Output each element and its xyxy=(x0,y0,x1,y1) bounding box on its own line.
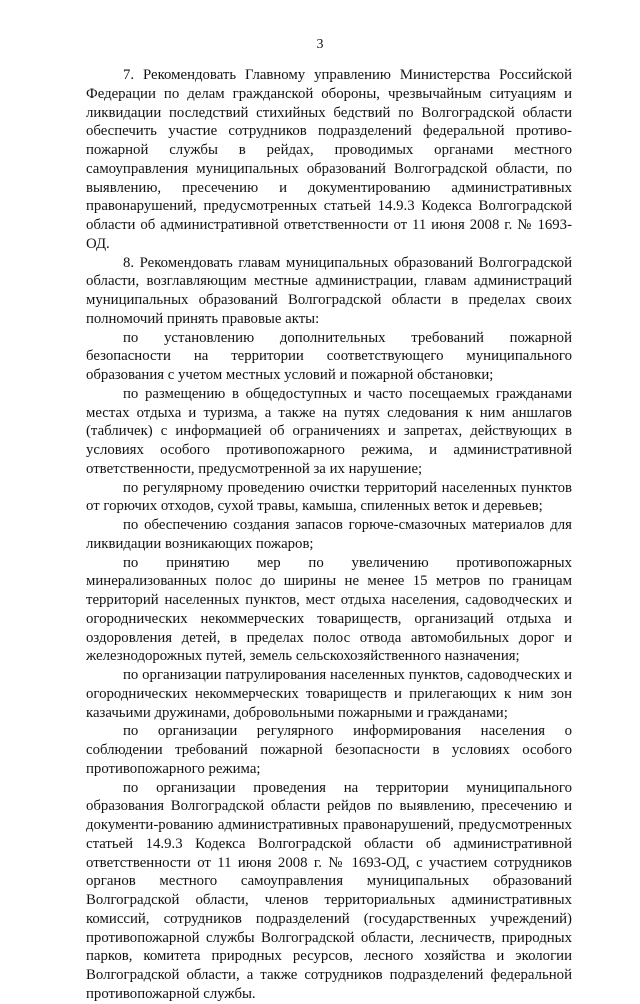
paragraph: 7. Рекомендовать Главному управлению Министерства Российской Федерации по делам гражданской обороны, чрезвычайным ситуациям и ликвидации последствий стихийных бедствий по Волгоградской области обеспечить участие сотрудников подразделений федеральной противо-пожарной службы в рейдах, проводимых органами местного самоуправления муниципальных образований Волгоградской области, по выявлению, пресечению и документированию административных правонарушений, предусмотренных статьей 14.9.3 Кодекса Волгоградской области об административной ответственности от 11 июня 2008 г. № 1693-ОД. xyxy=(86,67,572,252)
paragraph: по обеспечению создания запасов горюче-смазочных материалов для ликвидации возникающих пожаров; xyxy=(86,517,572,552)
paragraph: по организации регулярного информирования населения о соблюдении требований пожарной безопасности в условиях особого противопожарного режима; xyxy=(86,723,572,777)
paragraph: по регулярному проведению очистки территорий населенных пунктов от горючих отходов, сухой травы, камыша, спиленных веток и деревьев; xyxy=(86,479,572,515)
paragraph: по организации проведения на территории муниципального образования Волгоградской области рейдов по выявлению, пресечению и документи-рованию административных правонарушений, предусмотренных статьей 14.9.3 Кодекса Волгоградской области об административной ответственности от 11 июня 2008 г. № 1693-ОД, с участием сотрудников органов местного самоуправления муниципальных образований Волгоградской области, членов территориальных административных комиссий, сотрудников подразделений (государственных учреждений) противопожарной службы Волгоградской области, лесничеств, природных парков, комитета природных ресурсов, лесного хозяйства и экологии Волгоградской области, а также сотрудников подразделений федеральной противопожарной службы. xyxy=(86,779,572,1002)
document-body xyxy=(86,66,572,1004)
paragraph: по принятию мер по увеличению противопожарных минерализованных полос до ширины не менее 15 метров по границам территорий населенных пунктов, мест отдыха населения, садоводческих и огороднических некоммерческих товариществ, организаций отдыха и оздоровления детей, в пределах полос отвода автомобильных дорог и железнодорожных путей, земель сельскохозяйственного назначения; xyxy=(86,554,572,665)
paragraph: по организации патрулирования населенных пунктов, садоводческих и огороднических некоммерческих товариществ и прилегающих к ним зон казачьими дружинами, добровольными пожарными и гражданами; xyxy=(86,667,572,721)
page-number: 3 xyxy=(316,37,324,52)
paragraph: по размещению в общедоступных и часто посещаемых гражданами местах отдыха и туризма, а также на путях следования к ним аншлагов (табличек) с информацией об ограничениях и запретах, действующих в условиях особого противопожарного режима, и административной ответственности, предусмотренной за их нарушение; xyxy=(86,385,572,477)
paragraph: 8. Рекомендовать главам муниципальных образований Волгоградской области, возглавляющим местные администрации, главам администраций муниципальных образований Волгоградской области в пределах своих полномочий принять правовые акты: xyxy=(86,254,572,327)
paragraph: по установлению дополнительных требований пожарной безопасности на территории соответствующего муниципального образования с учетом местных условий и пожарной обстановки; xyxy=(86,329,572,383)
